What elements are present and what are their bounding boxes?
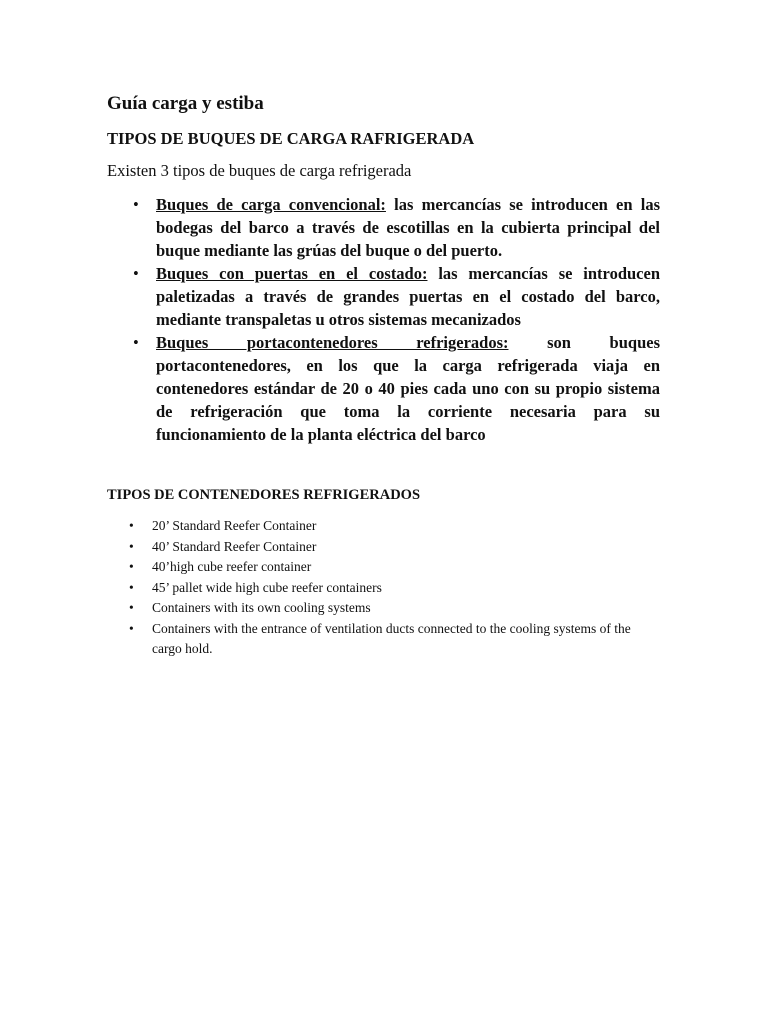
list-item-text: son buques portacontenedores, en los que la carga refrigerada viaja en contenedores estándar de 20 o 40 pies cada uno con su propio sistema de refrigeración que toma la corriente necesaria para su funcionamiento de la planta eléctrica del barco <box>156 333 660 444</box>
list-item-text: 40’high cube reefer container <box>152 559 312 574</box>
section-heading-container-types: TIPOS DE CONTENEDORES REFRIGERADOS <box>107 487 421 503</box>
container-types-list <box>107 516 662 660</box>
list-item <box>107 537 662 558</box>
list-item <box>107 193 660 262</box>
ship-types-list <box>107 193 660 446</box>
bullet-icon: • <box>129 538 134 554</box>
list-item <box>107 619 662 660</box>
list-item <box>107 578 662 599</box>
list-item <box>107 262 660 331</box>
list-item-text: 40’ Standard Reefer Container <box>152 538 317 554</box>
bullet-icon: • <box>133 264 139 283</box>
list-item <box>107 557 662 578</box>
list-item-text: las mercancías se introducen paletizadas a través de grandes puertas en el costado del barco, mediante transpaletas u otros sistemas mecanizados <box>156 264 660 329</box>
section-heading-ship-types: TIPOS DE BUQUES DE CARGA RAFRIGERADA <box>107 129 475 148</box>
list-item <box>107 516 662 537</box>
intro-paragraph: Existen 3 tipos de buques de carga refrigerada <box>107 161 412 180</box>
bullet-icon: • <box>129 600 134 615</box>
bullet-icon: • <box>129 518 134 533</box>
bullet-icon: • <box>133 333 139 352</box>
bullet-icon: • <box>129 579 134 595</box>
bullet-icon: • <box>133 195 139 214</box>
list-item-text: las mercancías se introducen en las bodegas del barco a través de escotillas en la cubierta principal del buque mediante las grúas del buque o del puerto. <box>156 195 660 260</box>
list-item <box>107 598 662 619</box>
list-item-term: Buques portacontenedores refrigerados: <box>156 333 509 352</box>
list-item-text: 45’ pallet wide high cube reefer containers <box>152 579 382 595</box>
list-item-term: Buques de carga convencional: <box>156 195 386 214</box>
bullet-icon: • <box>129 559 134 574</box>
document-title: Guía carga y estiba <box>107 93 264 114</box>
list-item-text: Containers with its own cooling systems <box>152 600 371 615</box>
list-item-text: Containers with the entrance of ventilation ducts connected to the cooling systems of the cargo hold. <box>152 620 631 656</box>
list-item <box>107 331 660 446</box>
list-item-text: 20’ Standard Reefer Container <box>152 518 317 533</box>
list-item-term: Buques con puertas en el costado: <box>156 264 428 283</box>
bullet-icon: • <box>129 620 134 636</box>
